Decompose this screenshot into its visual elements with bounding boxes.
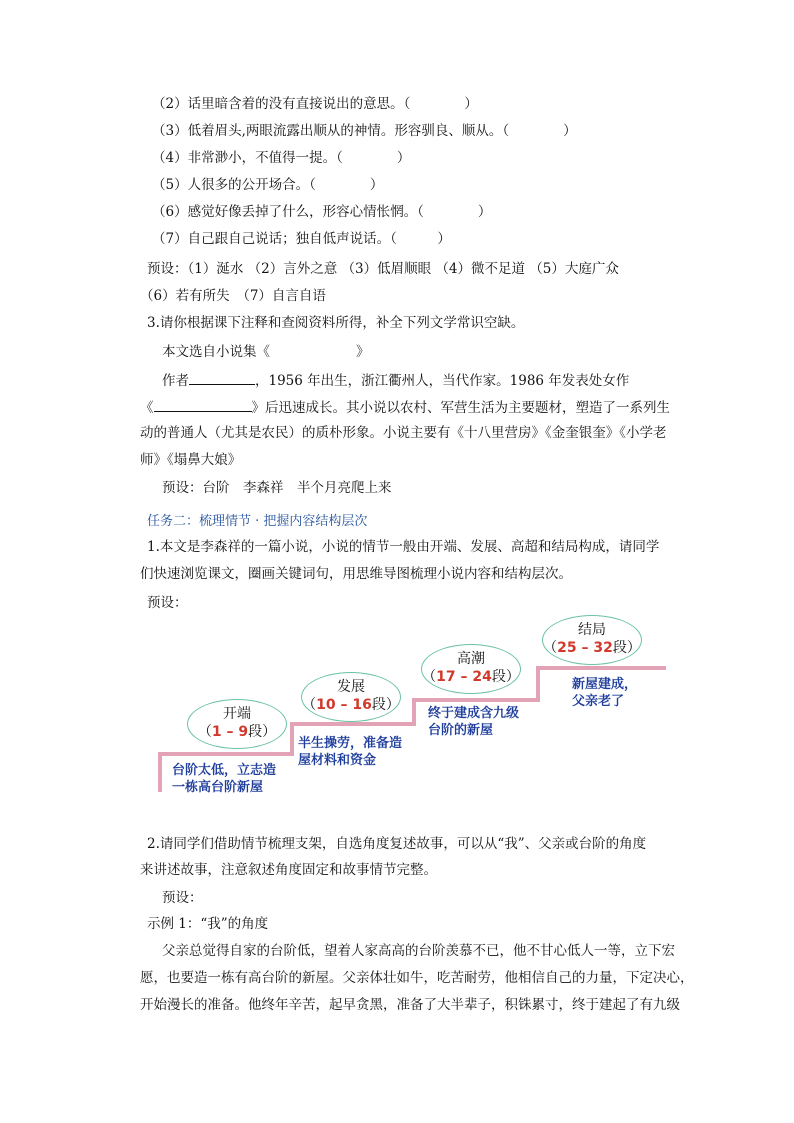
stair-segment xyxy=(158,752,162,792)
stage-ending-summary: 新屋建成， 父亲老了 xyxy=(572,677,638,709)
stage-ending: 结局 （25 – 32段） xyxy=(542,615,642,665)
definition-item: （2）话里暗含着的没有直接说出的意思。（ ） xyxy=(152,96,478,112)
stair-segment xyxy=(536,666,540,702)
source-line: 本文选自小说集《 》 xyxy=(162,344,370,360)
stair-segment xyxy=(290,722,416,726)
stage-development-summary: 半生操劳，准备造 屋材料和资金 xyxy=(298,736,403,768)
works-line3: 动的普通人（尤其是农民）的质朴形象。小说主要有《十八里营房》《金奎银奎》《小学老 xyxy=(140,425,667,441)
task-2-heading: 任务二：梳理情节 · 把握内容结构层次 xyxy=(147,514,368,529)
question-2-line1: 2.请同学们借助情节梳理支架，自选角度复述故事，可以从“我”、父亲或台阶的角度 xyxy=(147,836,647,852)
definition-item: （6）感觉好像丢掉了什么，形容心情怅惘。（ ） xyxy=(152,204,492,220)
stage-development: 发展 （10 – 16段） xyxy=(301,672,401,722)
definition-item: （3）低着眉头,两眼流露出顺从的神情。形容驯良、顺从。（ ） xyxy=(152,123,577,139)
question-3: 3.请你根据课下注释和查阅资料所得，补全下列文学常识空缺。 xyxy=(147,315,525,331)
stage-beginning: 开端 （1 – 9段） xyxy=(187,699,287,749)
author-line: 作者 ，1956 年出生，浙江衢州人，当代作家。1986 年发表处女作 xyxy=(162,369,629,391)
works-line4: 师》《塌鼻大娘》 xyxy=(140,452,242,468)
story-paragraph-line: 愿，也要造一栋有高台阶的新屋。父亲体壮如牛，吃苦耐劳，他相信自己的力量，下定决心， xyxy=(140,970,694,986)
story-paragraph-line: 父亲总觉得自家的台阶低，望着人家高高的台阶羡慕不已，他不甘心低人一等，立下宏 xyxy=(162,943,675,959)
stair-segment xyxy=(158,752,294,756)
first-work-blank[interactable] xyxy=(154,396,252,412)
preset-literature: 预设：台阶 李森祥 半个月亮爬上来 xyxy=(162,480,392,496)
definition-item: （5）人很多的公开场合。（ ） xyxy=(152,177,384,193)
definition-item: （4）非常渺小，不值得一提。（ ） xyxy=(152,150,411,166)
definition-item: （7）自己跟自己说话；独自低声说话。（ ） xyxy=(152,231,451,247)
stage-climax: 高潮 （17 – 24段） xyxy=(421,644,521,694)
stair-segment xyxy=(536,666,666,670)
preset-diagram: 预设： xyxy=(147,595,188,611)
question-1-line1: 1.本文是李森祥的一篇小说，小说的情节一般由开端、发展、高超和结局构成，请同学 xyxy=(147,539,660,555)
example-title: 示例 1：“我”的角度 xyxy=(147,916,269,932)
story-paragraph-line: 开始漫长的准备。他终年辛苦，起早贪黑，准备了大半辈子，积铢累寸，终于建起了有九级 xyxy=(140,997,680,1013)
preset-retell: 预设： xyxy=(162,890,203,906)
author-blank[interactable] xyxy=(189,369,255,385)
stair-segment xyxy=(290,722,294,756)
stage-climax-summary: 终于建成含九级 台阶的新屋 xyxy=(428,706,520,738)
stair-segment xyxy=(412,698,416,726)
question-2-line2: 来讲述故事，注意叙述角度固定和故事情节完整。 xyxy=(140,862,437,878)
work-line: 《 》后迅速成长。其小说以农村、军营生活为主要题材，塑造了一系列生 xyxy=(140,396,670,418)
preset-answers-line2: （6）若有所失 （7）自言自语 xyxy=(140,288,326,304)
question-1-line2: 们快速浏览课文，圈画关键词句，用思维导图梳理小说内容和结构层次。 xyxy=(140,566,572,582)
preset-answers-line1: 预设：（1）涎水 （2）言外之意 （3）低眉顺眼 （4）微不足道 （5）大庭广众 xyxy=(147,261,619,277)
stair-segment xyxy=(412,698,540,702)
stage-beginning-summary: 台阶太低，立志造 一栋高台阶新屋 xyxy=(172,763,277,795)
